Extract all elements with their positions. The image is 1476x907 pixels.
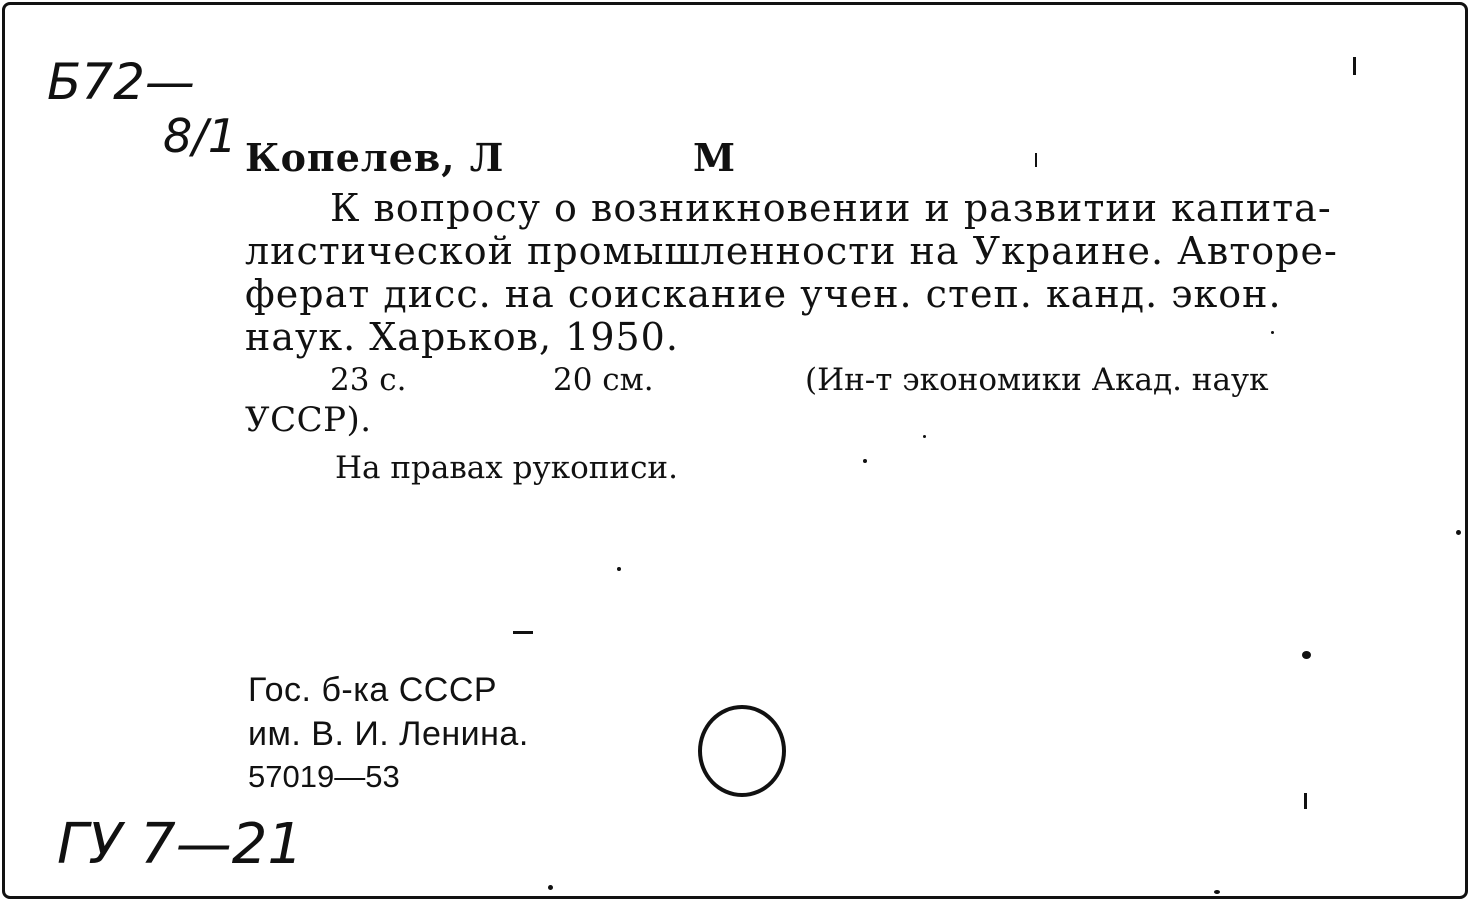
catalog-card (2, 2, 1468, 899)
library-name-line-2: им. В. И. Ленина. (248, 715, 529, 753)
handwritten-call-number-top: Б72— (47, 53, 195, 111)
title-line-3: ферат дисс. на соискание учен. степ. канд. экон. (245, 272, 1282, 316)
speck (1271, 331, 1274, 334)
handwritten-call-number-sub: 8/1 (163, 109, 238, 163)
collation-series-end: УССР). (245, 400, 372, 440)
manuscript-note: На правах рукописи. (335, 450, 678, 486)
collation-series: (Ин-т экономики Акад. наук (805, 362, 1269, 398)
scratch (513, 631, 533, 634)
circle-stamp-icon (698, 705, 786, 797)
title-line-4: наук. Харьков, 1950. (245, 315, 679, 359)
speck (923, 435, 926, 438)
speck (1302, 651, 1311, 659)
title-line-1: К вопросу о возникновении и развитии капита- (330, 186, 1332, 230)
speck (1214, 890, 1220, 894)
speck (863, 459, 867, 463)
library-name: Гос. б-ка СССР (248, 671, 498, 709)
scratch (1035, 153, 1037, 167)
scratch (1353, 57, 1356, 75)
title-line-2: листической промышленности на Украине. Авторе- (245, 229, 1338, 273)
speck (548, 885, 553, 890)
scratch (1304, 793, 1307, 809)
author-heading: Копелев, Л (245, 135, 505, 180)
speck (617, 567, 621, 571)
handwritten-shelf-mark: ГУ 7—21 (57, 812, 304, 877)
author-initial: М (693, 135, 737, 180)
collation-size: 20 см. (553, 362, 654, 398)
card-number: 57019—53 (248, 759, 400, 794)
speck (1456, 530, 1461, 535)
collation-pages: 23 с. (330, 362, 407, 398)
